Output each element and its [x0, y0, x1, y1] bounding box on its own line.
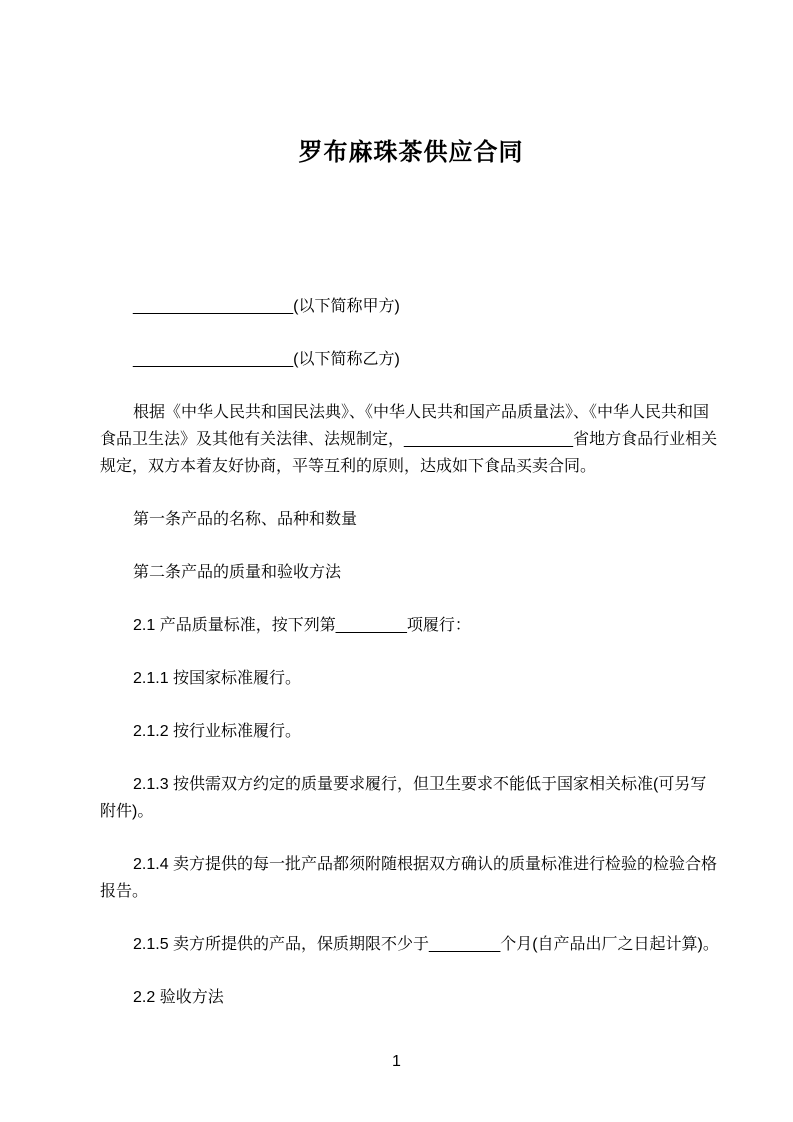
- document-title: 罗布麻珠茶供应合同: [298, 139, 524, 166]
- clause-1-heading: 第一条产品的名称、品种和数量: [133, 511, 358, 528]
- clause-2-1-1: 2.1.1 按国家标准履行。: [133, 670, 302, 687]
- clause-2-1-3: 2.1.3 按供需双方约定的质量要求履行，但卫生要求不能低于国家相关标准(可另写附件)。: [100, 776, 707, 820]
- clause-2-heading: 第二条产品的质量和验收方法: [133, 564, 342, 581]
- clause-2-1-2: 2.1.2 按行业标准履行。: [133, 723, 302, 740]
- clause-2-1-5: 2.1.5 卖方所提供的产品，保质期限不少于________个月(自产品出厂之日起计算)。: [133, 936, 719, 953]
- party-a-blank-line: __________________(以下简称甲方): [133, 298, 400, 315]
- clause-2-1: 2.1 产品质量标准，按下列第________项履行：: [133, 617, 471, 634]
- preamble-paragraph: 根据《中华人民共和国民法典》、《中华人民共和国产品质量法》、《中华人民共和国食品卫生法》及其他有关法律、法规制定，___________________省地方食品行业相关规定，双方本着友好协商，平等互利的原则，达成如下食品买卖合同。: [100, 404, 718, 475]
- page-number: 1: [392, 1053, 401, 1070]
- clause-2-2: 2.2 验收方法: [133, 989, 224, 1006]
- party-b-blank-line: __________________(以下简称乙方): [133, 351, 400, 368]
- clause-2-1-4: 2.1.4 卖方提供的每一批产品都须附随根据双方确认的质量标准进行检验的检验合格报告。: [100, 856, 718, 900]
